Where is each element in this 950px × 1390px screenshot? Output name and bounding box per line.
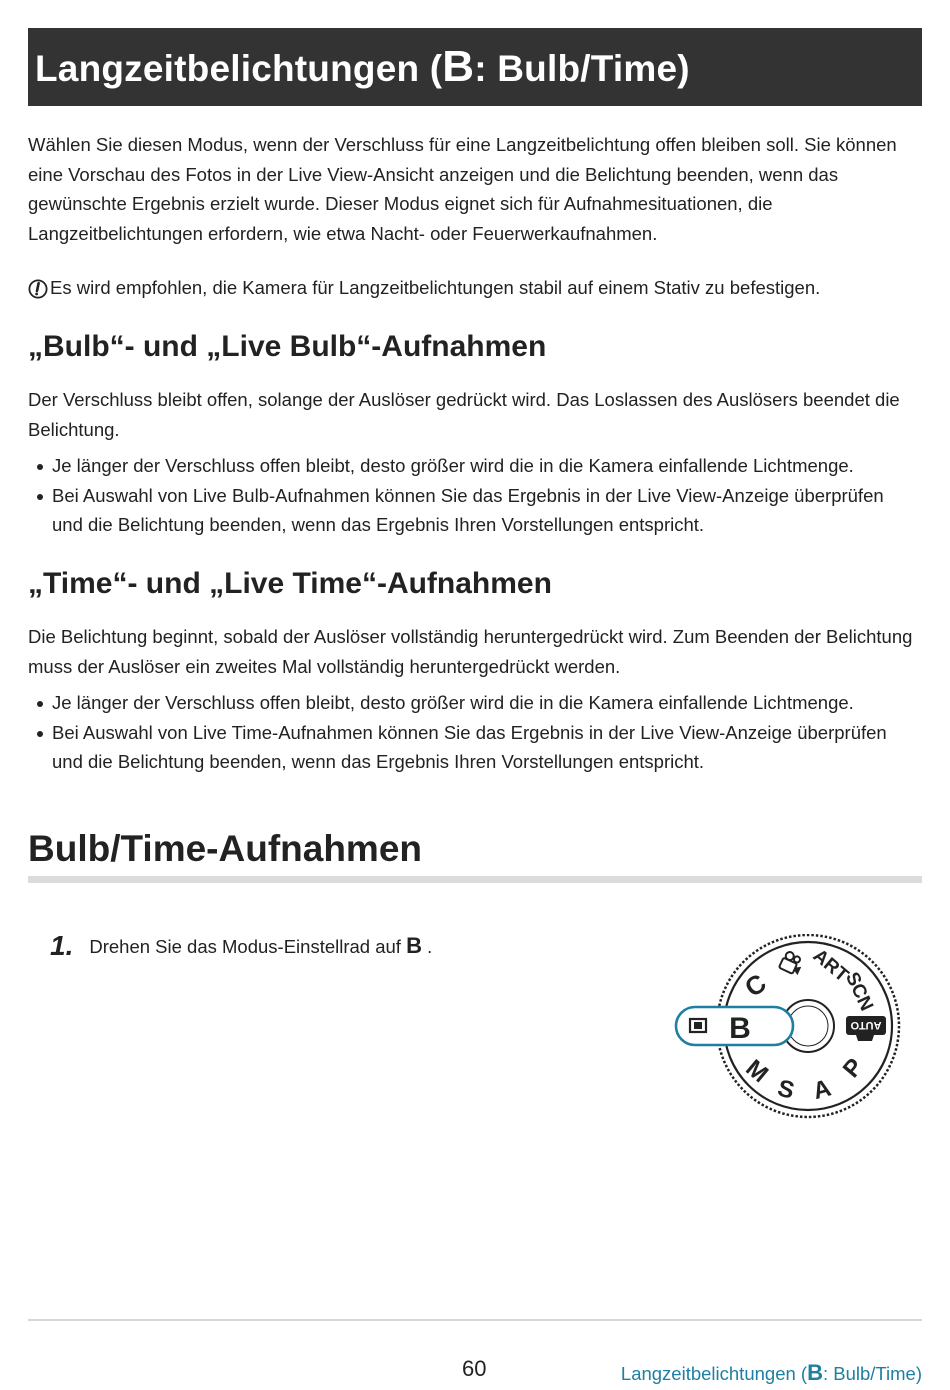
page-title-text-end: : Bulb/Time) [474,48,690,89]
dial-label: AUTO [850,1019,882,1031]
dial-label: SCN [840,969,877,1015]
step-number: 1. [50,930,74,961]
bulb-mode-symbol: B [442,42,475,91]
auto-badge-base [856,1035,874,1041]
page-title [35,42,690,92]
dial-label: P [837,1053,869,1083]
bulb-paragraph: Der Verschluss bleibt offen, solange der Auslöser gedrückt wird. Das Loslassen des Auslösers beendet die Belichtung. [28,389,900,440]
time-paragraph: Die Belichtung beginnt, sobald der Auslöser vollständig heruntergedrückt wird. Zum Beenden der Belichtung muss der Auslöser ein zweites Mal vollständig heruntergedrückt werden. [28,626,913,677]
intro-paragraph: Wählen Sie diesen Modus, wenn der Verschluss für eine Langzeitbelichtung offen bleiben soll. Sie können eine Vorschau des Fotos in der Live View-Ansicht anzeigen und die Belichtung beenden, wenn das gewünschte Ergebnis erzielt wurde. Dieser Modus eignet sich für Aufnahmesituationen, die Langzeitbelichtungen erfordern, wie etwa Nacht- oder Feuerwerkaufnahmen. [28,134,897,244]
list-item: Je länger der Verschluss offen bleibt, desto größer wird die in die Kamera einfallende Lichtmenge. [28,451,918,481]
page-title-bar [28,28,922,106]
footer-title-text-end: : Bulb/Time) [822,1363,922,1384]
time-bullet-list [28,688,918,777]
section-heading: Bulb/Time-Aufnahmen [28,828,422,869]
note-text: Es wird empfohlen, die Kamera für Langzeitbelichtungen stabil auf einem Stativ zu befestigen. [50,277,821,298]
list-item: Je länger der Verschluss offen bleibt, desto größer wird die in die Kamera einfallende Lichtmenge. [28,688,918,718]
note [28,274,820,302]
bulb-mode-symbol: B [406,933,422,958]
step-1 [50,930,432,962]
footer-divider [28,1319,922,1321]
dial-label: B [729,1012,751,1045]
list-item: Bei Auswahl von Live Bulb-Aufnahmen können Sie das Ergebnis in der Live View-Anzeige überprüfen und die Belichtung beenden, wenn das Ergebnis Ihren Vorstellungen entspricht. [28,481,918,540]
dial-label: ART [808,945,853,987]
list-item: Bei Auswahl von Live Time-Aufnahmen können Sie das Ergebnis in der Live View-Anzeige überprüfen und die Belichtung beenden, wenn das Ergebnis Ihren Vorstellungen entspricht. [28,718,918,777]
time-heading: „Time“- und „Live Time“-Aufnahmen [28,567,552,600]
dial-pointer-icon-fill [694,1022,702,1029]
bulb-heading: „Bulb“- und „Live Bulb“-Aufnahmen [28,330,547,363]
page-title-text: Langzeitbelichtungen ( [35,48,443,89]
step-text: Drehen Sie das Modus-Einstellrad auf [89,936,401,957]
bulb-mode-symbol: B [807,1360,823,1385]
page-number: 60 [462,1356,487,1381]
dial-label: C [739,967,772,1003]
caution-icon [28,279,48,299]
dial-label: M [740,1054,774,1089]
dial-label: A [810,1074,834,1106]
footer-title-text: Langzeitbelichtungen ( [620,1363,808,1384]
bulb-bullet-list [28,451,918,540]
section-divider [28,876,922,883]
dial-label: S [774,1074,798,1105]
footer-title [621,1360,922,1386]
step-text-end: . [427,936,433,957]
mode-dial-illustration [672,934,904,1124]
